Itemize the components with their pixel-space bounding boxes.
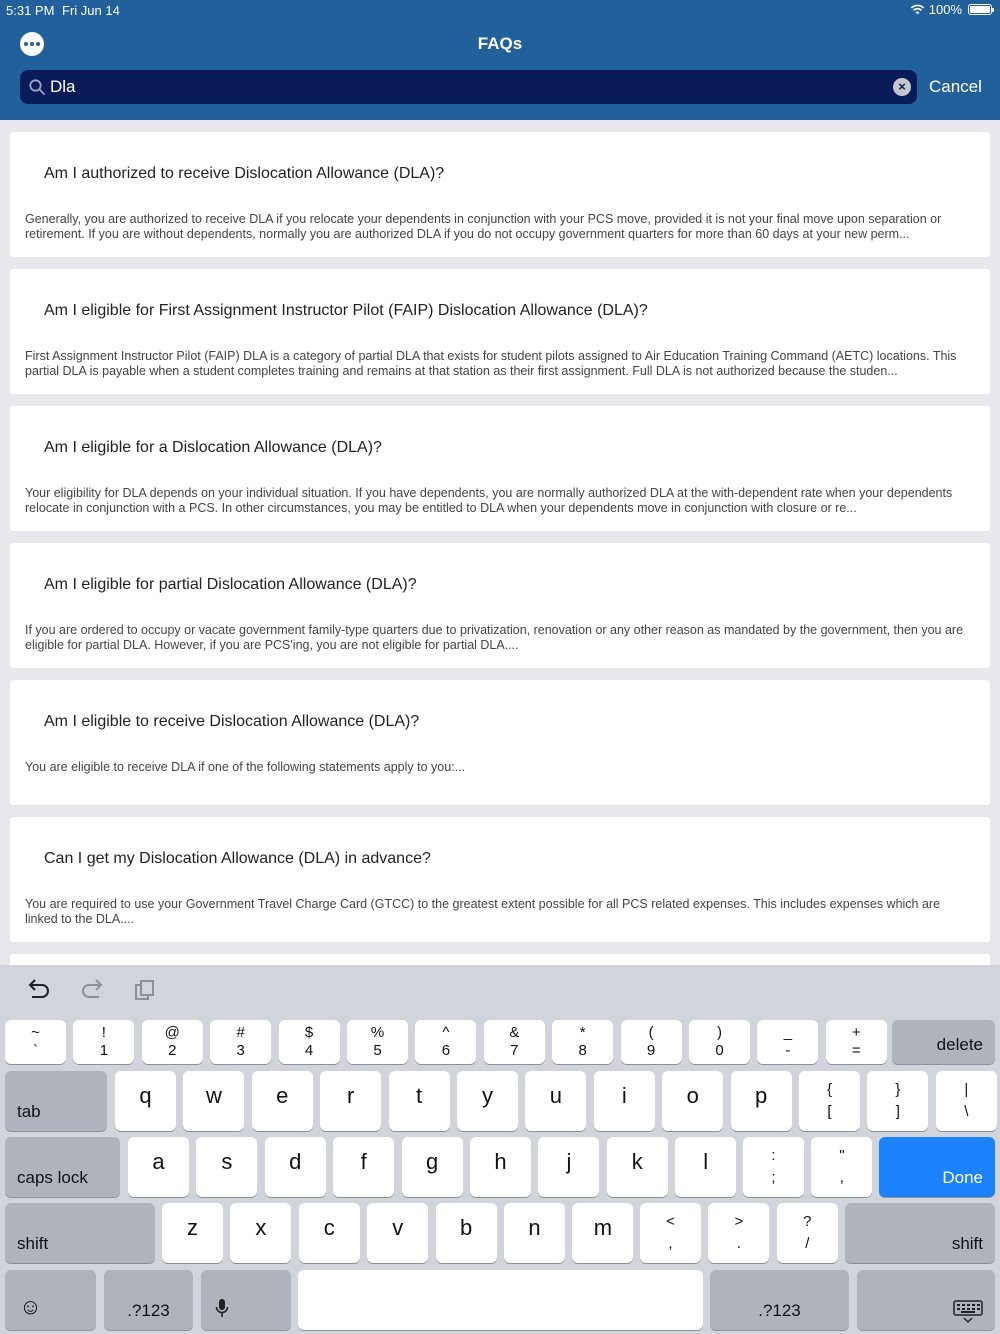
key-label: [ bbox=[827, 1103, 832, 1120]
key-shift-label: + bbox=[851, 1024, 861, 1041]
key-z[interactable] bbox=[162, 1203, 223, 1263]
faq-question: Am I eligible for a Dislocation Allowance (DLA)? bbox=[44, 439, 382, 456]
key-a[interactable] bbox=[128, 1137, 189, 1197]
key-shift-label: _ bbox=[783, 1024, 793, 1041]
navigation-header bbox=[0, 0, 1000, 120]
key-x[interactable] bbox=[230, 1203, 291, 1263]
key-label: l bbox=[703, 1149, 709, 1174]
search-icon bbox=[28, 78, 46, 96]
key-label: u bbox=[549, 1083, 563, 1108]
key-label: m bbox=[593, 1215, 613, 1240]
key-j[interactable] bbox=[538, 1137, 599, 1197]
faq-answer-preview: Your eligibility for DLA depends on your individual situation. If you have dependents, you are normally authorized DLA at the with-dependent rate when your dependents relocate in conjunction with a PCS. In other circumstances, you may be entitled to DLA when your dependents move in conjunction with closure or re... bbox=[25, 486, 953, 515]
faq-question: Am I eligible for partial Dislocation Allowance (DLA)? bbox=[44, 576, 417, 593]
key-label: , bbox=[839, 1169, 844, 1186]
key-label: 3 bbox=[236, 1042, 245, 1059]
key-label: g bbox=[425, 1149, 439, 1174]
key-label: , bbox=[668, 1235, 673, 1252]
key-6[interactable] bbox=[415, 1020, 476, 1064]
space-bar[interactable] bbox=[298, 1270, 703, 1330]
key-shift-label: | bbox=[964, 1081, 969, 1098]
faq-answer-preview: You are required to use your Government Travel Charge Card (GTCC) to the greatest extent possible for all PCS related expenses. This includes expenses which are linked to the DLA.... bbox=[25, 897, 941, 926]
key-shift-label: ! bbox=[101, 1024, 106, 1041]
key-label: 9 bbox=[646, 1042, 656, 1059]
key-r[interactable] bbox=[320, 1071, 381, 1131]
key-label: 8 bbox=[578, 1042, 587, 1059]
key-,[interactable] bbox=[811, 1137, 872, 1197]
key-label: = bbox=[851, 1042, 861, 1059]
key-label: 1 bbox=[99, 1042, 109, 1059]
key-g[interactable] bbox=[402, 1137, 463, 1197]
key-shift-label: @ bbox=[164, 1024, 180, 1041]
key-shift-label: { bbox=[826, 1081, 832, 1098]
key-s[interactable] bbox=[196, 1137, 257, 1197]
faq-item[interactable] bbox=[10, 954, 990, 965]
key-label: v bbox=[392, 1215, 404, 1240]
key-u[interactable] bbox=[525, 1071, 586, 1131]
key-shift-label: $ bbox=[304, 1024, 314, 1041]
key-label: - bbox=[785, 1042, 791, 1059]
key-label: x bbox=[255, 1215, 267, 1240]
status-time: 5:31 PM bbox=[6, 3, 55, 18]
faq-question: Can I get my Dislocation Allowance (DLA) in advance? bbox=[44, 850, 431, 867]
key-label: . bbox=[736, 1235, 741, 1252]
key-4[interactable] bbox=[279, 1020, 340, 1064]
key-0[interactable] bbox=[689, 1020, 750, 1064]
key-v[interactable] bbox=[367, 1203, 428, 1263]
emoji-key[interactable] bbox=[5, 1270, 96, 1330]
key-label: h bbox=[494, 1149, 507, 1174]
right-shift-key[interactable] bbox=[845, 1203, 995, 1263]
key-k[interactable] bbox=[607, 1137, 668, 1197]
key-label: 6 bbox=[441, 1042, 451, 1059]
key-`[interactable] bbox=[5, 1020, 66, 1064]
key-,[interactable] bbox=[640, 1203, 701, 1263]
faq-answer-preview: If you are ordered to occupy or vacate government family-type quarters due to privatization, renovation or any other reason as mandated by the government, then you are eligible for partial DLA. However, if you are PCS'ing, you are not eligible for partial DLA.... bbox=[25, 623, 964, 652]
key-9[interactable] bbox=[621, 1020, 682, 1064]
keyboard-shortcut-bar bbox=[0, 965, 1000, 1017]
faq-list[interactable] bbox=[0, 120, 1000, 965]
key-7[interactable] bbox=[484, 1020, 545, 1064]
key-t[interactable] bbox=[389, 1071, 450, 1131]
key-label: i bbox=[621, 1083, 627, 1108]
numbers-key-label: .?123 bbox=[127, 1301, 170, 1320]
numbers-key-left[interactable] bbox=[104, 1270, 193, 1330]
key-label: \ bbox=[964, 1103, 969, 1120]
key-label: r bbox=[347, 1083, 355, 1108]
faq-answer-preview: First Assignment Instructor Pilot (FAIP) DLA is a category of partial DLA that exists for student pilots assigned to Air Education Training Command (AETC) locations. This partial DLA is payable when a student completes training and remains at that station as their first assignment. Full DLA is not authorized because the studen... bbox=[25, 349, 957, 378]
microphone-icon bbox=[215, 1298, 229, 1318]
key-n[interactable] bbox=[504, 1203, 565, 1263]
key-\[interactable] bbox=[936, 1071, 997, 1131]
key-label: 2 bbox=[168, 1042, 177, 1059]
key-w[interactable] bbox=[183, 1071, 244, 1131]
faq-question: Am I eligible for First Assignment Instructor Pilot (FAIP) Dislocation Allowance (DLA)? bbox=[44, 302, 648, 319]
key-label: j bbox=[566, 1149, 572, 1174]
emoji-icon: ☺ bbox=[19, 1294, 42, 1319]
key-shift-label: } bbox=[895, 1081, 901, 1098]
key-label: b bbox=[459, 1215, 473, 1240]
key-h[interactable] bbox=[470, 1137, 531, 1197]
key-l[interactable] bbox=[675, 1137, 736, 1197]
redo-icon[interactable] bbox=[79, 979, 105, 1003]
wifi-icon bbox=[910, 4, 925, 15]
key-;[interactable] bbox=[743, 1137, 804, 1197]
key-shift-label: < bbox=[666, 1213, 675, 1230]
key-shift-label: * bbox=[579, 1024, 586, 1041]
battery-icon bbox=[968, 4, 992, 15]
key-][interactable] bbox=[867, 1071, 928, 1131]
page-title: FAQs bbox=[477, 34, 523, 53]
numbers-key-label: .?123 bbox=[758, 1301, 801, 1320]
search-input[interactable] bbox=[50, 75, 890, 99]
faq-item[interactable] bbox=[10, 269, 990, 394]
cancel-button[interactable]: Cancel bbox=[929, 77, 982, 96]
done-key[interactable] bbox=[879, 1137, 995, 1197]
faq-answer-preview: Generally, you are authorized to receive DLA if you relocate your dependents in conjunction with your PCS move, provided it is not your final move upon separation or retirement. If you are without dependents, normally you are authorized DLA if you do not occupy government quarters for more than 60 days at your new perm... bbox=[25, 212, 942, 241]
key-shift-label: " bbox=[839, 1147, 845, 1164]
left-shift-key[interactable] bbox=[5, 1203, 155, 1263]
key-3[interactable] bbox=[210, 1020, 271, 1064]
key-c[interactable] bbox=[299, 1203, 360, 1263]
key-label: p bbox=[754, 1083, 768, 1108]
dismiss-keyboard-key[interactable] bbox=[857, 1270, 995, 1330]
shift-key-label: shift bbox=[951, 1234, 983, 1253]
done-key-label: Done bbox=[942, 1168, 983, 1187]
status-bar bbox=[0, 0, 1000, 20]
key-o[interactable] bbox=[662, 1071, 723, 1131]
delete-key-label: delete bbox=[936, 1035, 983, 1054]
key-shift-label: & bbox=[509, 1024, 520, 1041]
key-e[interactable] bbox=[252, 1071, 313, 1131]
keyboard-dismiss-icon bbox=[953, 1300, 983, 1324]
battery-percent: 100% bbox=[928, 2, 962, 17]
paste-icon[interactable] bbox=[133, 979, 159, 1003]
faq-item[interactable] bbox=[10, 543, 990, 668]
key-shift-label: > bbox=[734, 1213, 744, 1230]
key-label: d bbox=[289, 1149, 302, 1174]
caps-lock-key[interactable] bbox=[5, 1137, 120, 1197]
key-label: 4 bbox=[304, 1042, 314, 1059]
key-shift-label: ~ bbox=[31, 1024, 40, 1041]
key-d[interactable] bbox=[265, 1137, 326, 1197]
key-shift-label: ) bbox=[717, 1024, 722, 1041]
tab-key-label: tab bbox=[17, 1102, 41, 1121]
key-/[interactable] bbox=[777, 1203, 838, 1263]
key-label: / bbox=[805, 1235, 810, 1252]
key-label: q bbox=[139, 1083, 152, 1108]
key-label: t bbox=[416, 1083, 423, 1108]
numbers-key-right[interactable] bbox=[710, 1270, 849, 1330]
onscreen-keyboard bbox=[0, 965, 1000, 1334]
key-y[interactable] bbox=[457, 1071, 518, 1131]
key-f[interactable] bbox=[333, 1137, 394, 1197]
key-label: o bbox=[686, 1083, 699, 1108]
key-shift-label: ^ bbox=[442, 1024, 450, 1041]
key-label: e bbox=[276, 1083, 289, 1108]
key-label: ` bbox=[33, 1042, 38, 1059]
key--[interactable] bbox=[757, 1020, 818, 1064]
key-label: ; bbox=[771, 1169, 776, 1186]
faq-item[interactable] bbox=[10, 680, 990, 805]
status-indicators bbox=[910, 2, 992, 17]
key-label: s bbox=[221, 1149, 233, 1174]
key-1[interactable] bbox=[73, 1020, 134, 1064]
key-i[interactable] bbox=[594, 1071, 655, 1131]
search-bar[interactable] bbox=[20, 70, 917, 104]
key-label: c bbox=[323, 1215, 335, 1240]
tab-key[interactable] bbox=[5, 1071, 107, 1131]
delete-key[interactable] bbox=[892, 1020, 995, 1064]
key-p[interactable] bbox=[731, 1071, 792, 1131]
faq-answer-preview: You are eligible to receive DLA if one of the following statements apply to you:... bbox=[25, 760, 466, 774]
key-5[interactable] bbox=[347, 1020, 408, 1064]
key-label: w bbox=[205, 1083, 222, 1108]
key-label: y bbox=[482, 1083, 493, 1108]
key-label: k bbox=[631, 1149, 643, 1174]
faq-item[interactable] bbox=[10, 406, 990, 531]
faq-question: Am I authorized to receive Dislocation Allowance (DLA)? bbox=[44, 165, 445, 182]
faq-item[interactable] bbox=[10, 132, 990, 257]
key-shift-label: : bbox=[771, 1147, 776, 1164]
dictation-key[interactable] bbox=[201, 1270, 291, 1330]
faq-question: Am I eligible to receive Dislocation Allowance (DLA)? bbox=[44, 713, 420, 730]
key-shift-label: ( bbox=[648, 1024, 654, 1041]
key-label: z bbox=[187, 1215, 198, 1240]
faq-item[interactable] bbox=[10, 817, 990, 942]
key-label: ] bbox=[895, 1103, 900, 1120]
key-=[interactable] bbox=[826, 1020, 887, 1064]
key-shift-label: ? bbox=[803, 1213, 812, 1230]
key-2[interactable] bbox=[142, 1020, 203, 1064]
key-label: n bbox=[528, 1215, 541, 1240]
key-label: a bbox=[152, 1149, 165, 1174]
key-.[interactable] bbox=[708, 1203, 769, 1263]
caps-lock-label: caps lock bbox=[17, 1168, 88, 1187]
key-shift-label: % bbox=[370, 1024, 385, 1041]
key-q[interactable] bbox=[115, 1071, 176, 1131]
undo-icon[interactable] bbox=[26, 979, 52, 1003]
key-label: 5 bbox=[373, 1042, 382, 1059]
status-date: Fri Jun 14 bbox=[62, 3, 120, 18]
key-label: 0 bbox=[715, 1042, 724, 1059]
key-shift-label: # bbox=[236, 1024, 245, 1041]
key-label: f bbox=[360, 1149, 367, 1174]
key-b[interactable] bbox=[436, 1203, 497, 1263]
key-m[interactable] bbox=[572, 1203, 633, 1263]
key-[[interactable] bbox=[799, 1071, 860, 1131]
shift-key-label: shift bbox=[17, 1234, 49, 1253]
clear-search-icon[interactable]: × bbox=[893, 78, 911, 96]
key-8[interactable] bbox=[552, 1020, 613, 1064]
key-label: 7 bbox=[510, 1042, 519, 1059]
